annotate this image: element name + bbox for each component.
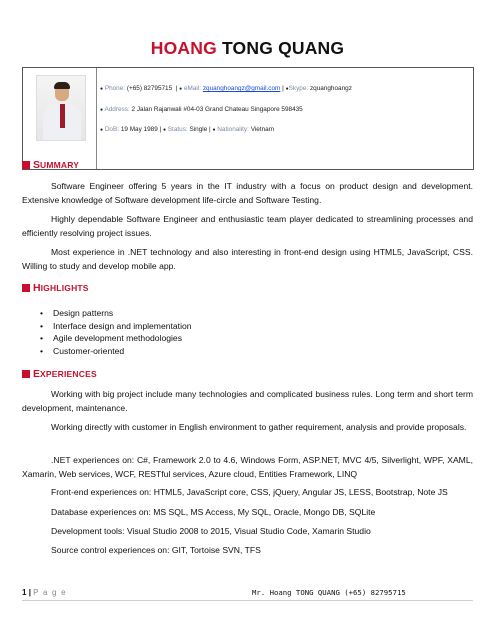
page-number: 1 | P a g e — [22, 588, 67, 597]
list-item: • Design patterns — [40, 307, 192, 320]
summary-paragraph-1: Software Engineer offering 5 years in the IT industry with a focus on product design and development. Extensive knowledge of Software development life-circle and Software Testing. — [22, 181, 473, 205]
footer-contact: Mr. Hoang TONG QUANG (+65) 82795715 — [252, 588, 406, 597]
status-value: Single — [189, 126, 208, 133]
list-item: • Customer-oriented — [40, 345, 192, 358]
address-value: 2 Jalan Rajanwali #04-03 Grand Chateau Singapore 598435 — [131, 106, 303, 113]
address-label: Address: — [104, 106, 130, 113]
experience-tools: Development tools: Visual Studio 2008 to 2015, Visual Studio Code, Xamarin Studio — [51, 526, 371, 536]
highlights-heading: H IGHLIGHTS — [22, 282, 89, 294]
page-title — [0, 38, 495, 59]
list-item: • Interface design and implementation — [40, 320, 192, 333]
bullet-icon: ● — [212, 127, 216, 133]
experience-paragraph-3: .NET experiences on: C#, Framework 2.0 to 4.6, Windows Form, ASP.NET, MVC 4/5, Silverlight, WPF, XAML, Xamarin, Web services, WCF, RESTful services, Azure cloud, Entities Framework, LINQ — [22, 455, 473, 479]
summary-paragraph-3: Most experience in .NET technology and also interesting in front-end design using HTML5, JavaScript, CSS. Willing to study and develop mobile app. — [22, 247, 473, 271]
phone-value: (+65) 82795715 — [126, 85, 173, 92]
experience-paragraph-2: Working directly with customer in English environment to gather requirement, analysis and provide proposals. — [51, 422, 467, 432]
name-first: HOANG — [150, 38, 217, 58]
footer-divider — [22, 600, 473, 601]
name-last: TONG QUANG — [221, 38, 345, 58]
dob-value: 19 May 1989 — [120, 126, 158, 133]
summary-paragraph-2: Highly dependable Software Engineer and enthusiastic team player dedicated to streamlining processes and efficiently resolving project issues. — [22, 214, 473, 238]
contact-line-1: ● Phone: (+65) 82795715 | ● eMail: zquanghoangz@gmail.com | ●Skype: zquanghoangz — [100, 85, 352, 92]
phone-label: Phone: — [104, 85, 126, 92]
status-label: Status: — [167, 126, 188, 133]
nationality-label: Nationality: — [217, 126, 249, 133]
square-icon — [22, 284, 30, 292]
contact-line-2 — [100, 106, 303, 113]
dob-label: DoB: — [104, 126, 120, 133]
bullet-icon: ● — [100, 86, 104, 92]
skype-label: Skype: — [288, 85, 309, 92]
experiences-heading: E XPERIENCES — [22, 368, 97, 380]
bullet-icon: ● — [162, 127, 167, 133]
square-icon — [22, 161, 30, 169]
bullet-icon: ● — [285, 86, 289, 92]
profile-photo — [36, 75, 86, 141]
email-label: eMail: — [183, 85, 202, 92]
experience-frontend: Front-end experiences on: HTML5, JavaScript core, CSS, jQuery, Angular JS, LESS, Bootstrap, Note JS — [51, 487, 448, 497]
bullet-icon: ● — [100, 107, 104, 113]
skype-value: zquanghoangz — [309, 85, 352, 92]
email-link[interactable]: zquanghoangz@gmail.com — [202, 85, 281, 92]
experience-paragraph-1: Working with big project include many technologies and complicated business rules. Long term and short term development, maintenance. — [22, 389, 473, 413]
bullet-icon: ● — [179, 86, 183, 92]
contact-line-3: ● DoB: 19 May 1989 | ● Status: Single | ● Nationality: Vietnam — [100, 126, 275, 133]
nationality-value: Vietnam — [250, 126, 275, 133]
highlights-list — [40, 307, 192, 357]
contact-box — [22, 67, 474, 170]
summary-heading: S UMMARY — [22, 159, 79, 171]
contact-divider — [96, 68, 97, 169]
bullet-icon: ● — [100, 127, 104, 133]
experience-database: Database experiences on: MS SQL, MS Access, My SQL, Oracle, Mongo DB, SQLite — [51, 507, 376, 517]
square-icon — [22, 370, 30, 378]
list-item: • Agile development methodologies — [40, 332, 192, 345]
experience-source-control: Source control experiences on: GIT, Tortoise SVN, TFS — [51, 545, 261, 555]
